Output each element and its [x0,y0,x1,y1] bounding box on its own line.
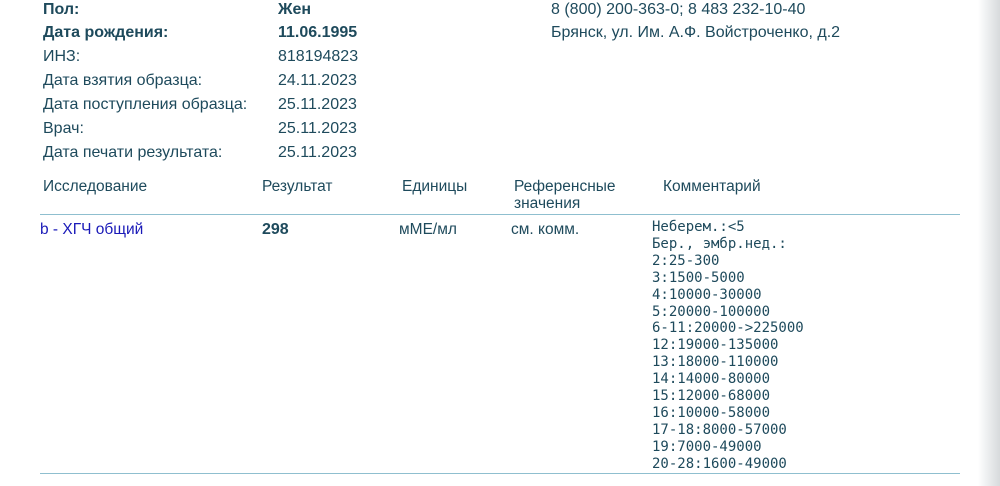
birth-date-value: 11.06.1995 [278,24,358,41]
header-divider [40,214,960,215]
header-reference-line2: значения [514,195,581,212]
header-units: Единицы [402,178,468,195]
sex-value: Жен [278,1,312,18]
sex-label: Пол: [43,1,80,18]
doctor-value: 25.11.2023 [278,120,357,137]
sample-received-label: Дата поступления образца: [43,96,248,113]
comment-line: 14:14000-80000 [652,371,771,388]
print-date-label: Дата печати результата: [43,144,223,161]
inz-label: ИНЗ: [43,48,81,65]
comment-line: 13:18000-110000 [652,354,779,371]
header-result: Результат [262,178,333,195]
header-reference [514,178,616,212]
comment-block [652,219,804,473]
sample-received-value: 25.11.2023 [278,96,357,113]
comment-line: 15:12000-68000 [652,388,771,405]
sample-taken-value: 24.11.2023 [278,72,357,89]
reference-value: см. комм. [511,221,580,238]
birth-date-label: Дата рождения: [43,24,169,41]
comment-line: 19:7000-49000 [652,438,762,455]
comment-line: 5:20000-100000 [652,303,771,320]
lab-address: Брянск, ул. Им. А.Ф. Войстроченко, д.2 [551,24,841,41]
comment-line: 17-18:8000-57000 [652,421,787,438]
header-comment: Комментарий [663,178,761,195]
page-edge-shadow [978,0,1000,486]
result-value: 298 [262,221,289,238]
print-date-value: 25.11.2023 [278,144,357,161]
sample-taken-label: Дата взятия образца: [43,72,203,89]
comment-line: 3:1500-5000 [652,269,745,286]
doctor-label: Врач: [43,120,84,137]
comment-line: 16:10000-58000 [652,404,771,421]
comment-line: 20-28:1600-49000 [652,455,787,472]
comment-line: Бер., эмбр.нед.: [652,235,787,252]
comment-line: 12:19000-135000 [652,337,779,354]
comment-line: 2:25-300 [652,252,720,269]
units-value: мМЕ/мл [399,221,457,238]
header-reference-line1: Референсные [514,178,616,195]
row-divider [40,473,960,474]
inz-value: 818194823 [278,48,359,65]
comment-line: Неберем.:<5 [652,219,745,235]
header-test: Исследование [43,178,148,195]
comment-line: 6-11:20000->225000 [652,320,804,337]
test-name-link[interactable]: b - ХГЧ общий [40,221,144,238]
comment-line: 4:10000-30000 [652,286,762,303]
lab-phones: 8 (800) 200-363-0; 8 483 232-10-40 [551,1,806,18]
